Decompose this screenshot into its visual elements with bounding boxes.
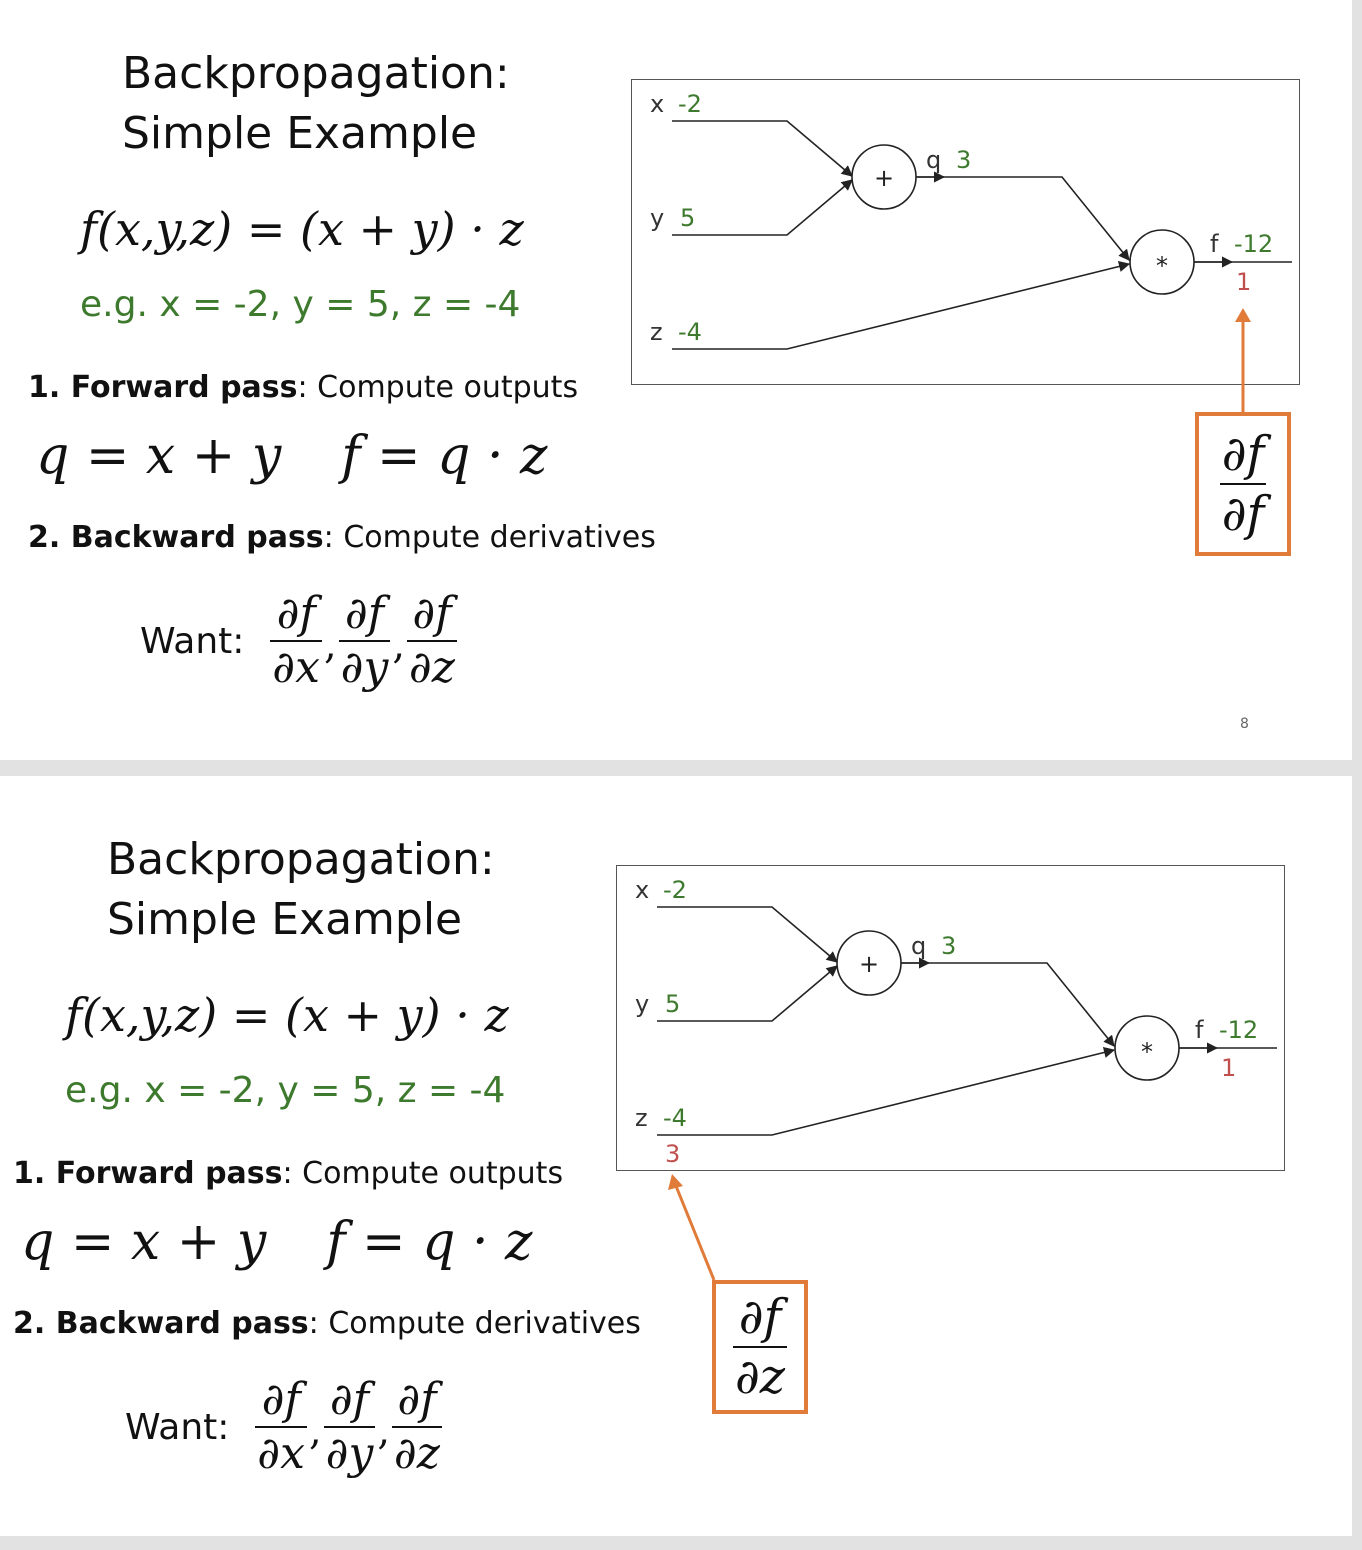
f-name: f <box>1195 1016 1204 1044</box>
y-value: 5 <box>680 204 696 232</box>
q-name: q <box>911 932 927 960</box>
frac-num: ∂f <box>397 1374 437 1425</box>
f-gradient: 1 <box>1236 268 1252 296</box>
y-name: y <box>650 204 665 232</box>
y-name: y <box>635 990 650 1018</box>
z-name: z <box>650 318 663 346</box>
fraction-df-dz <box>733 1288 787 1406</box>
frac-den: ∂z <box>734 1349 786 1405</box>
fraction-df-dy <box>339 588 391 694</box>
comma: , <box>309 1408 322 1454</box>
backward-pass-line <box>28 520 656 555</box>
forward-pass-line <box>28 370 578 405</box>
title-line-1: Backpropagation: <box>107 834 495 885</box>
plus-symbol: + <box>873 164 895 192</box>
example-values: e.g. x = -2, y = 5, z = -4 <box>80 284 521 325</box>
multiply-symbol: * <box>1156 252 1168 280</box>
forward-equations <box>36 426 547 486</box>
edge-z-to-mul <box>672 264 1129 349</box>
comma: , <box>324 622 337 668</box>
plus-symbol: + <box>858 950 880 978</box>
edge-z-to-mul <box>657 1050 1114 1135</box>
want-label: Want: <box>125 1406 230 1448</box>
edge-y-to-plus <box>657 966 837 1021</box>
want-derivatives <box>140 588 457 694</box>
function-formula: f(x,y,z) = (x + y) · z <box>65 988 509 1042</box>
slide-1 <box>0 0 1352 760</box>
f-value: -12 <box>1219 1016 1259 1044</box>
edge-q-to-mul <box>901 963 1114 1046</box>
f-value: -12 <box>1234 230 1274 258</box>
want-derivatives <box>125 1374 442 1480</box>
forward-pass-text: : Compute outputs <box>297 370 579 405</box>
x-value: -2 <box>678 90 702 118</box>
z-value: -4 <box>663 1104 687 1132</box>
frac-den: ∂z <box>394 1428 440 1479</box>
f-gradient: 1 <box>1221 1054 1237 1082</box>
z-value: -4 <box>678 318 702 346</box>
title-line-1: Backpropagation: <box>122 48 510 99</box>
frac-num: ∂f <box>412 588 452 639</box>
frac-den: ∂f <box>1221 486 1265 542</box>
edge-y-to-plus <box>672 180 852 235</box>
backward-pass-text: : Compute derivatives <box>308 1306 641 1341</box>
want-label: Want: <box>140 620 245 662</box>
frac-den: ∂x <box>257 1428 305 1479</box>
equation-q: q = x + y <box>21 1212 267 1272</box>
y-value: 5 <box>665 990 681 1018</box>
forward-pass-label: 1. Forward pass <box>28 370 298 405</box>
forward-pass-text: : Compute outputs <box>282 1156 564 1191</box>
forward-equations <box>21 1212 532 1272</box>
backward-pass-label: 2. Backward pass <box>13 1306 309 1341</box>
q-name: q <box>926 146 942 174</box>
comma: , <box>392 622 406 668</box>
equation-f: f = q · z <box>326 1212 533 1272</box>
x-name: x <box>635 876 650 904</box>
forward-pass-line <box>13 1156 563 1191</box>
computational-graph <box>631 79 1300 385</box>
frac-num: ∂f <box>345 588 385 639</box>
comma: , <box>377 1408 391 1454</box>
edge-x-to-plus <box>657 907 837 962</box>
backward-pass-line <box>13 1306 641 1341</box>
frac-den: ∂x <box>272 642 320 693</box>
fraction-df-dx <box>255 1374 307 1480</box>
page-number: 8 <box>1240 716 1249 732</box>
frac-den: ∂z <box>409 642 455 693</box>
fraction-df-df <box>1220 425 1267 543</box>
q-value: 3 <box>941 932 957 960</box>
equation-q: q = x + y <box>36 426 282 486</box>
slide-2 <box>0 776 1352 1536</box>
title-line-2: Simple Example <box>107 894 463 945</box>
example-values: e.g. x = -2, y = 5, z = -4 <box>65 1070 506 1111</box>
highlight-arrow <box>1230 306 1256 416</box>
highlight-derivative-box <box>712 1280 808 1414</box>
backward-pass-label: 2. Backward pass <box>28 520 324 555</box>
fraction-df-dx <box>270 588 322 694</box>
x-value: -2 <box>663 876 687 904</box>
title-line-2: Simple Example <box>122 108 478 159</box>
forward-pass-label: 1. Forward pass <box>13 1156 283 1191</box>
computational-graph <box>616 865 1285 1171</box>
frac-den: ∂y <box>325 1428 374 1479</box>
x-name: x <box>650 90 665 118</box>
fraction-df-dz <box>407 588 457 694</box>
slide-title <box>107 830 495 950</box>
frac-num: ∂f <box>330 1374 370 1425</box>
frac-num: ∂f <box>261 1374 301 1425</box>
frac-den: ∂y <box>340 642 389 693</box>
slide-title <box>122 44 510 164</box>
z-name: z <box>635 1104 648 1132</box>
q-value: 3 <box>956 146 972 174</box>
frac-num: ∂f <box>276 588 316 639</box>
highlight-derivative-box <box>1195 412 1291 556</box>
highlight-arrow <box>664 1172 724 1282</box>
edge-x-to-plus <box>672 121 852 176</box>
fraction-df-dz <box>392 1374 442 1480</box>
edge-q-to-mul <box>916 177 1129 260</box>
backward-pass-text: : Compute derivatives <box>323 520 656 555</box>
z-gradient: 3 <box>665 1140 681 1168</box>
fraction-df-dy <box>324 1374 376 1480</box>
frac-num: ∂f <box>738 1289 782 1345</box>
multiply-symbol: * <box>1141 1038 1153 1066</box>
function-formula: f(x,y,z) = (x + y) · z <box>80 202 524 256</box>
frac-num: ∂f <box>1221 426 1265 482</box>
equation-f: f = q · z <box>341 426 548 486</box>
f-name: f <box>1210 230 1219 258</box>
